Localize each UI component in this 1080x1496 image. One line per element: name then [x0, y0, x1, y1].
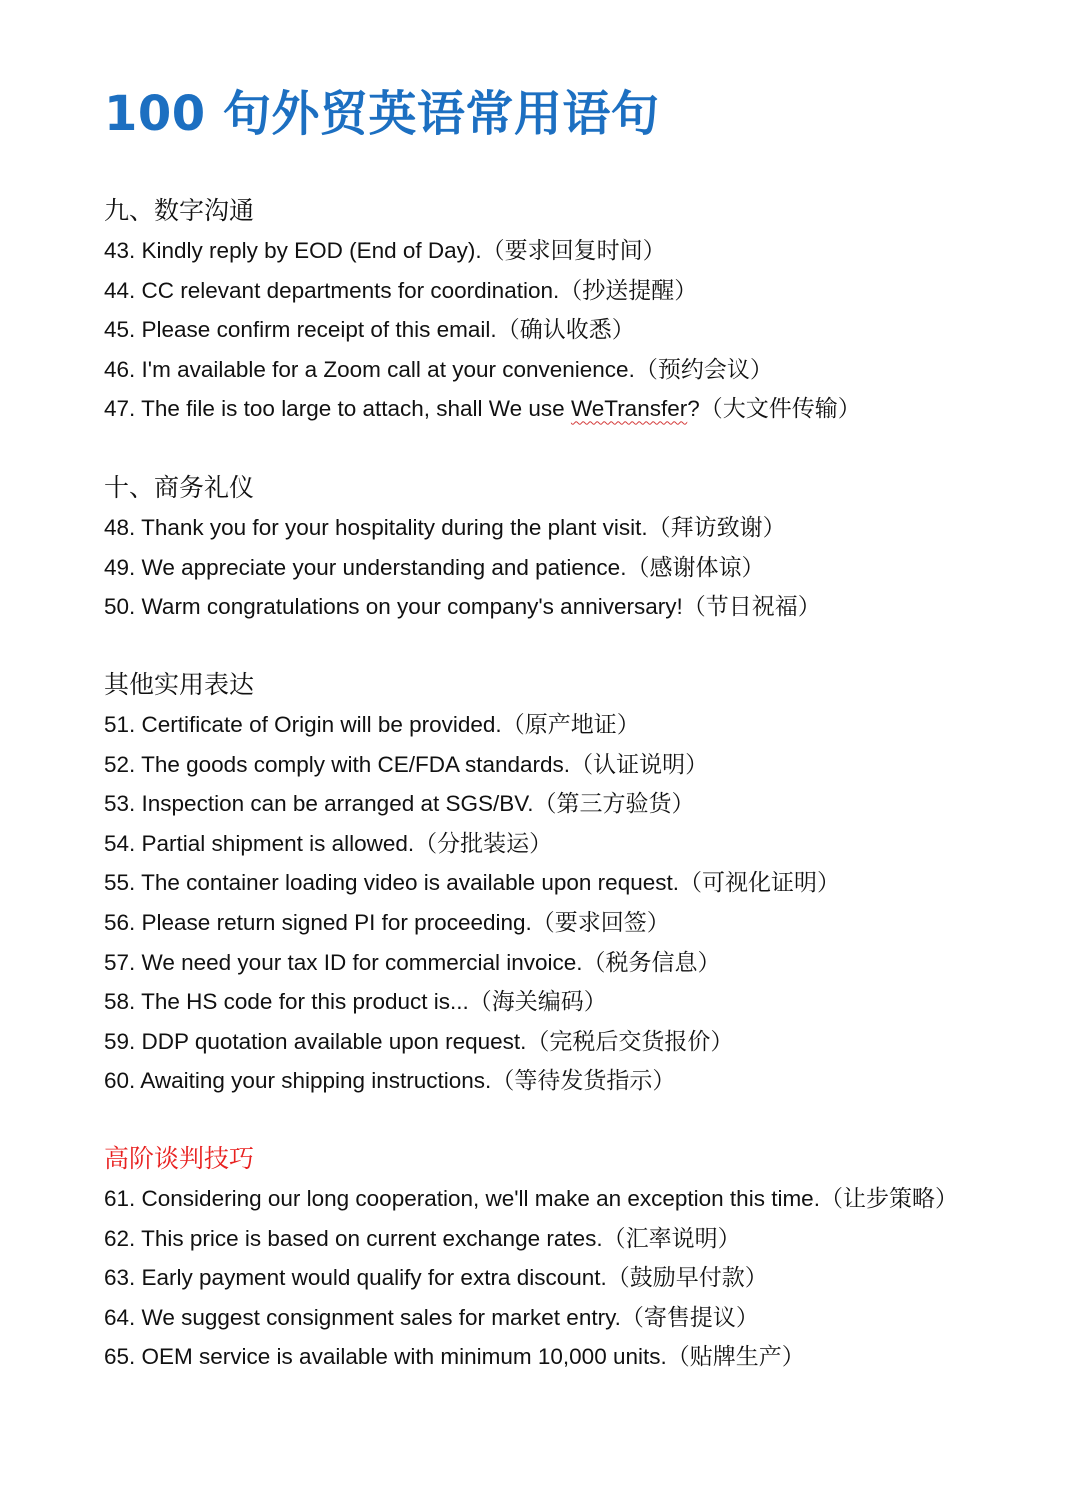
chinese-note: （要求回复时间） [481, 238, 666, 264]
english-phrase: 54. Partial shipment is allowed. [104, 830, 415, 856]
list-item [104, 784, 1064, 824]
english-phrase: 60. Awaiting your shipping instructions. [104, 1068, 492, 1094]
list-item [104, 310, 1064, 350]
chinese-note: （汇率说明） [602, 1225, 741, 1252]
chinese-note: （节日祝福） [682, 594, 821, 621]
list-item [104, 548, 1064, 588]
english-phrase: 50. Warm congratulations on your company's anniversary! [104, 594, 683, 620]
english-phrase: 56. Please return signed PI for proceeding. [104, 909, 532, 935]
section-other-expressions [104, 665, 1064, 1101]
page-title: 100 句外贸英语常用语句 [104, 86, 660, 142]
chinese-note: （寄售提议） [620, 1304, 759, 1331]
english-phrase: 51. Certificate of Origin will be provided. [104, 712, 502, 737]
section-business-etiquette [104, 468, 1064, 627]
section-digital-communication [104, 191, 1064, 429]
list-item [104, 389, 1064, 429]
list-item [104, 863, 1064, 903]
chinese-note: （可视化证明） [678, 870, 840, 897]
english-phrase: 55. The container loading video is available upon request. [104, 870, 679, 896]
list-item [104, 903, 1064, 943]
english-phrase: 53. Inspection can be arranged at SGS/BV. [104, 791, 534, 817]
spellcheck-marked-word: WeTransfer [570, 396, 688, 422]
english-phrase: 65. OEM service is available with minimum 10,000 units. [104, 1344, 667, 1370]
section-heading: 九、数字沟通 [104, 196, 255, 225]
english-phrase: 47. The file is too large to attach, shall We use [104, 396, 571, 422]
list-item [104, 508, 1064, 548]
english-phrase: 58. The HS code for this product is... [104, 989, 469, 1015]
english-phrase: 43. Kindly reply by EOD (End of Day). [104, 238, 482, 263]
chinese-note: （让步策略） [819, 1186, 958, 1212]
english-phrase: 59. DDP quotation available upon request. [104, 1028, 527, 1054]
chinese-note: （海关编码） [468, 989, 607, 1016]
section-advanced-negotiation [104, 1139, 1064, 1377]
chinese-note: （等待发货指示） [491, 1068, 676, 1095]
chinese-note: （拜访致谢） [647, 515, 786, 541]
list-item [104, 271, 1064, 311]
list-item [104, 1337, 1064, 1377]
list-item [104, 587, 1064, 627]
chinese-note: （分批装运） [414, 830, 553, 857]
list-item [104, 231, 1064, 271]
chinese-note: （完税后交货报价） [526, 1028, 734, 1055]
english-phrase: 62. This price is based on current exchange rates. [104, 1225, 603, 1251]
english-phrase: 48. Thank you for your hospitality during the plant visit. [104, 515, 648, 540]
chinese-note: （抄送提醒） [559, 277, 698, 304]
english-phrase: 63. Early payment would qualify for extra discount. [104, 1265, 607, 1291]
phrase-list [104, 508, 1064, 627]
phrase-list [104, 1179, 1064, 1377]
phrase-list [104, 231, 1064, 429]
chinese-note: （要求回签） [531, 909, 670, 936]
english-phrase: 45. Please confirm receipt of this email. [104, 317, 497, 343]
chinese-note: （确认收悉） [496, 317, 635, 344]
english-phrase: 57. We need your tax ID for commercial invoice. [104, 949, 583, 975]
list-item [104, 824, 1064, 864]
chinese-note: （第三方验货） [533, 791, 695, 818]
english-phrase: 52. The goods comply with CE/FDA standards. [104, 751, 571, 777]
chinese-note: （鼓励早付款） [606, 1265, 768, 1292]
chinese-note: （大文件传输） [699, 396, 861, 423]
chinese-note: （原产地证） [501, 712, 640, 738]
phrase-list [104, 705, 1064, 1101]
english-phrase: 49. We appreciate your understanding and patience. [104, 554, 627, 580]
chinese-note: （认证说明） [570, 751, 709, 778]
list-item [104, 350, 1064, 390]
section-heading: 十、商务礼仪 [104, 473, 255, 502]
chinese-note: （预约会议） [634, 356, 773, 383]
english-phrase: 64. We suggest consignment sales for market entry. [104, 1304, 621, 1330]
list-item [104, 1022, 1064, 1062]
list-item [104, 982, 1064, 1022]
chinese-note: （税务信息） [582, 949, 721, 976]
section-heading-highlighted: 高阶谈判技巧 [104, 1144, 255, 1173]
list-item [104, 1298, 1064, 1338]
list-item [104, 705, 1064, 745]
list-item [104, 943, 1064, 983]
chinese-note: （贴牌生产） [666, 1344, 805, 1371]
english-phrase: 61. Considering our long cooperation, we'll make an exception this time. [104, 1186, 820, 1211]
chinese-note: （感谢体谅） [626, 554, 765, 581]
list-item [104, 1061, 1064, 1101]
list-item [104, 1179, 1064, 1219]
section-heading: 其他实用表达 [104, 670, 255, 699]
english-phrase: 44. CC relevant departments for coordination. [104, 277, 560, 303]
list-item [104, 1258, 1064, 1298]
list-item [104, 745, 1064, 785]
english-phrase-end: ? [687, 396, 700, 422]
english-phrase: 46. I'm available for a Zoom call at your convenience. [104, 356, 635, 382]
list-item [104, 1219, 1064, 1259]
